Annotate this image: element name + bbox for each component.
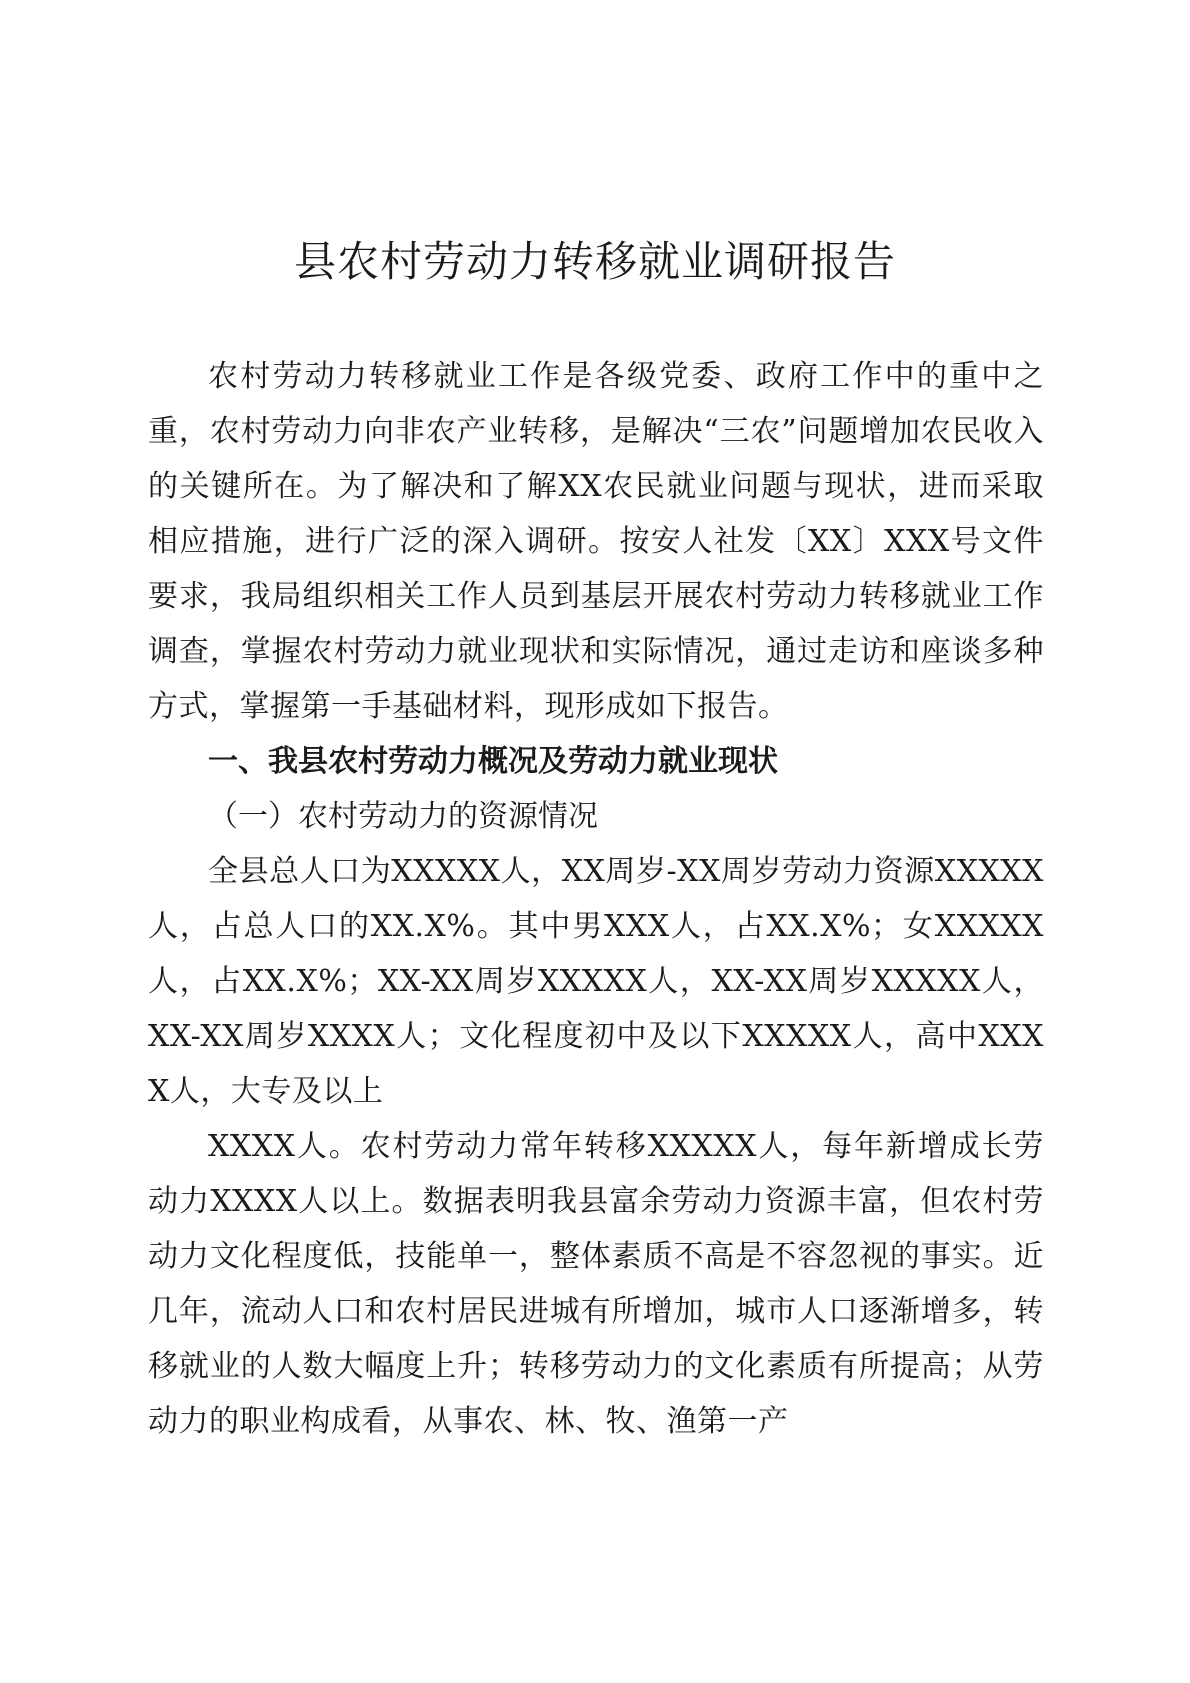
population-paragraph: 全县总人口为XXXXX人，XX周岁-XX周岁劳动力资源XXXXX人，占总人口的XX.X%。其中男XXX人，占XX.X%；女XXXXX人，占XX.X%；XX-XX周岁XXXXX人，XX-XX周岁XXXXX人，XX-XX周岁XXXX人；文化程度初中及以下XXXXX人，高中XXXX人，大专及以上 [148,854,1044,1109]
document-title: 县农村劳动力转移就业调研报告 [293,237,896,286]
subsection-heading: （一）农村劳动力的资源情况 [208,799,598,834]
section-heading: 一、我县农村劳动力概况及劳动力就业现状 [208,744,778,779]
document-body [148,349,1044,1449]
transfer-paragraph: XXXX人。农村劳动力常年转移XXXXX人，每年新增成长劳动力XXXX人以上。数据表明我县富余劳动力资源丰富，但农村劳动力文化程度低，技能单一，整体素质不高是不容忽视的事实。近几年，流动人口和农村居民进城有所增加，城市人口逐渐增多，转移就业的人数大幅度上升；转移劳动力的文化素质有所提高；从劳动力的职业构成看，从事农、林、牧、渔第一产 [148,1129,1044,1439]
intro-paragraph: 农村劳动力转移就业工作是各级党委、政府工作中的重中之重，农村劳动力向非农产业转移，是解决“三农”问题增加农民收入的关键所在。为了解决和了解XX农民就业问题与现状，进而采取相应措施，进行广泛的深入调研。按安人社发〔XX〕XXX号文件要求，我局组织相关工作人员到基层开展农村劳动力转移就业工作调查，掌握农村劳动力就业现状和实际情况，通过走访和座谈多种方式，掌握第一手基础材料，现形成如下报告。 [148,359,1044,724]
